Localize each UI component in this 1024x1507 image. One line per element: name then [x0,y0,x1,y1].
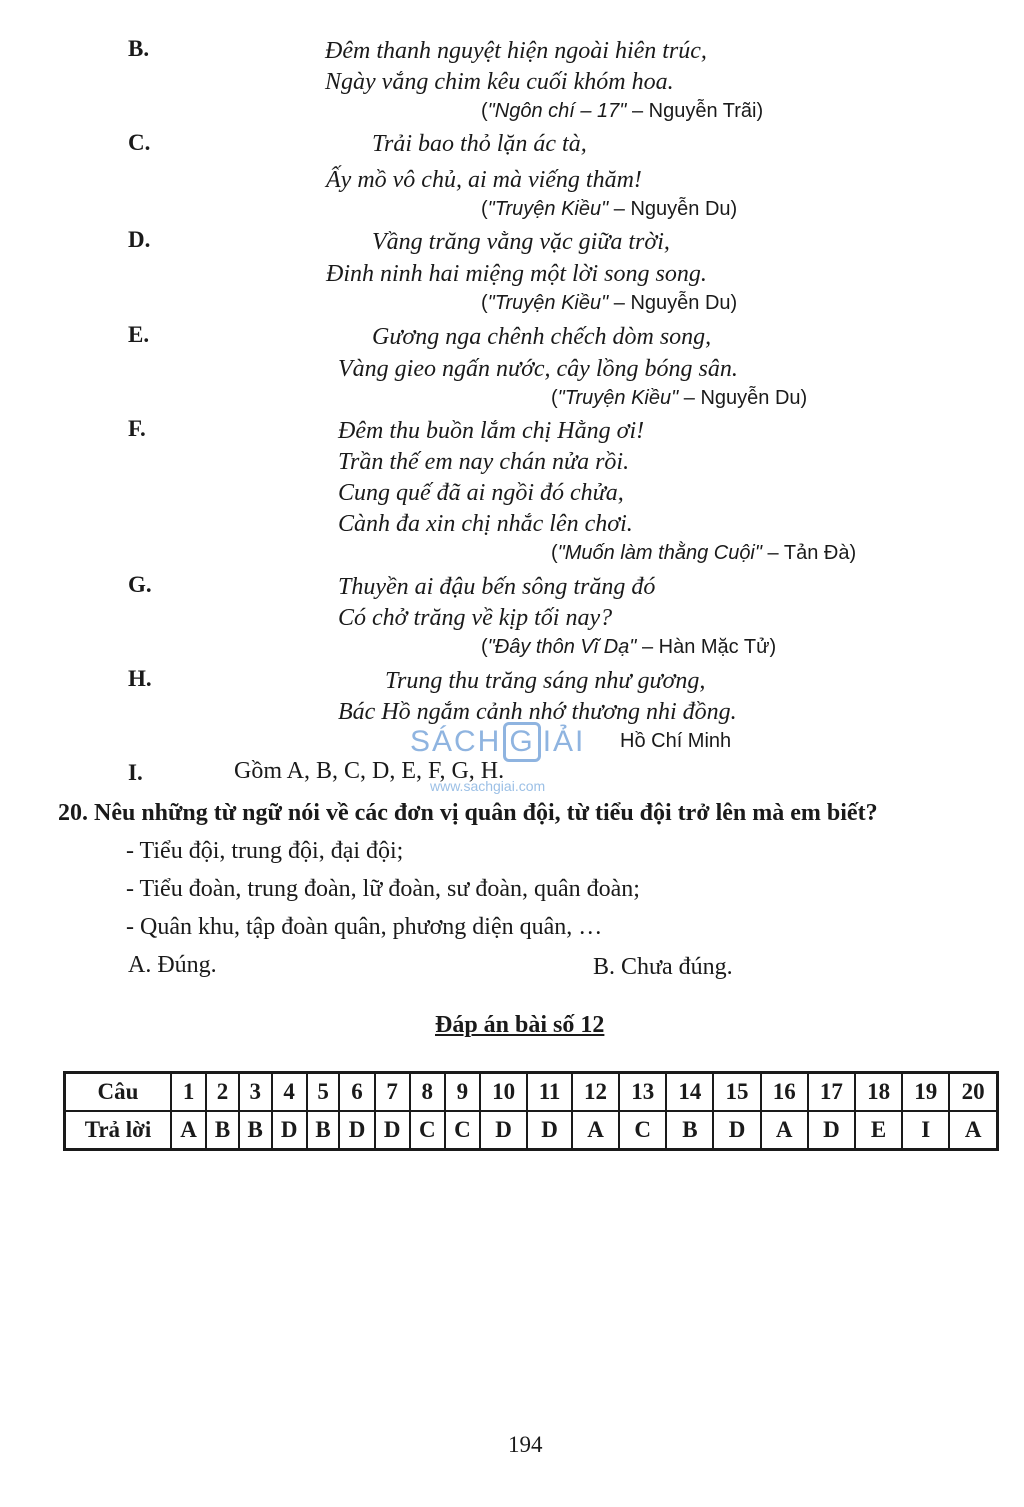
answer-cell: D [808,1111,855,1150]
question-number-cell: 3 [239,1073,272,1112]
poem-source: ("Truyện Kiều" – Nguyễn Du) [551,387,808,409]
answer-cell: A [171,1111,206,1150]
answer-cell: A [761,1111,808,1150]
answer-item: - Quân khu, tập đoàn quân, phương diện quân, … [126,914,603,940]
poem-line: Cành đa xin chị nhắc lên chơi. [338,511,633,537]
source-author: – Tản Đà) [761,542,857,564]
question-number-cell: 5 [307,1073,340,1112]
question-number-cell: 16 [761,1073,808,1112]
source-title: "Đây thôn Vĩ Dạ" [487,636,637,658]
source-title: "Muốn làm thằng Cuội" [557,542,762,564]
answer-cell: D [339,1111,374,1150]
poem-line: Ấy mồ vô chủ, ai mà viếng thăm! [326,167,642,193]
source-title: "Truyện Kiều" [487,198,609,220]
answer-cell: A [949,1111,997,1150]
poem-source: ("Truyện Kiều" – Nguyễn Du) [481,292,738,314]
answer-cell: D [375,1111,410,1150]
answer-cell: B [206,1111,239,1150]
poem-source: ("Ngôn chí – 17" – Nguyễn Trãi) [481,100,764,122]
question-number-cell: 13 [619,1073,666,1112]
source-author: – Nguyễn Du) [608,198,738,220]
option-b: B. Chưa đúng. [593,954,733,980]
option-i-text: Gồm A, B, C, D, E, F, G, H. [234,758,505,784]
poem-line: Bác Hồ ngắm cảnh nhớ thương nhi đồng. [338,699,737,725]
option-a: A. Đúng. [128,952,217,978]
answer-cell: I [902,1111,949,1150]
option-letter-c: C. [128,130,151,155]
question-number-cell: 14 [666,1073,713,1112]
question-20-prompt: 20. Nêu những từ ngữ nói về các đơn vị quân đội, từ tiểu đội trở lên mà em biết? [58,800,878,826]
source-author: – Hàn Mặc Tử) [636,636,777,658]
question-number-cell: 19 [902,1073,949,1112]
option-letter-i: I. [128,760,143,785]
watermark-text: SÁCH G IẢI [410,725,585,758]
question-number-cell: 17 [808,1073,855,1112]
page-number: 194 [508,1432,543,1457]
poem-line: Thuyền ai đậu bến sông trăng đó [338,574,656,600]
poem-line: Đêm thu buồn lắm chị Hằng ơi! [338,418,645,444]
poem-source: ("Đây thôn Vĩ Dạ" – Hàn Mặc Tử) [481,636,777,658]
answer-item: - Tiểu đội, trung đội, đại đội; [126,838,404,864]
question-number-cell: 6 [339,1073,374,1112]
question-number-row [65,1073,998,1112]
poem-source: ("Truyện Kiều" – Nguyễn Du) [481,198,738,220]
answer-cell: B [307,1111,340,1150]
answer-cell: D [272,1111,307,1150]
source-title: "Truyện Kiều" [557,387,679,409]
question-number-cell: 7 [375,1073,410,1112]
header-answer: Trả lời [65,1111,172,1150]
answer-cell: B [666,1111,713,1150]
source-author: – Nguyễn Du) [608,292,738,314]
question-number-cell: 10 [480,1073,527,1112]
poem-line: Đinh ninh hai miệng một lời song song. [326,261,707,287]
poem-line: Vầng trăng vằng vặc giữa trời, [372,229,670,255]
poem-line: Trải bao thỏ lặn ác tà, [372,131,587,157]
option-letter-g: G. [128,572,152,597]
option-letter-b: B. [128,36,150,61]
poem-line: Ngày vắng chim kêu cuối khóm hoa. [325,69,674,95]
option-letter-e: E. [128,322,150,347]
header-question: Câu [65,1073,172,1112]
question-number-cell: 8 [410,1073,445,1112]
source-title: "Ngôn chí – 17" [487,100,627,122]
poem-line: Đêm thanh nguyệt hiện ngoài hiên trúc, [325,38,707,64]
answer-cell: A [572,1111,619,1150]
question-number-cell: 18 [855,1073,902,1112]
question-number-cell: 2 [206,1073,239,1112]
answer-item: - Tiểu đoàn, trung đoàn, lữ đoàn, sư đoàn, quân đoàn; [126,876,640,902]
source-author: – Nguyễn Trãi) [626,100,764,122]
answer-cell: C [410,1111,445,1150]
poem-line: Có chở trăng về kịp tối nay? [338,605,613,631]
answer-cell: B [239,1111,272,1150]
answer-cell: C [619,1111,666,1150]
source-title: "Truyện Kiều" [487,292,609,314]
question-number-cell: 4 [272,1073,307,1112]
question-number-cell: 15 [713,1073,760,1112]
poem-line: Gương nga chênh chếch dòm song, [372,324,712,350]
source-author: Hồ Chí Minh [620,730,732,752]
question-number-cell: 11 [527,1073,572,1112]
answer-cell: D [527,1111,572,1150]
watermark-url: www.sachgiai.com [430,778,546,794]
question-number-cell: 12 [572,1073,619,1112]
poem-source: ("Muốn làm thằng Cuội" – Tản Đà) [551,542,857,564]
answer-cell: D [713,1111,760,1150]
poem-line: Vàng gieo ngấn nước, cây lồng bóng sân. [338,356,738,382]
answer-cell: E [855,1111,902,1150]
option-letter-f: F. [128,416,146,441]
poem-line: Cung quế đã ai ngồi đó chửa, [338,480,624,506]
question-number-cell: 9 [445,1073,480,1112]
answer-row [65,1111,998,1150]
question-number-cell: 1 [171,1073,206,1112]
question-number-cell: 20 [949,1073,997,1112]
answer-key-title: Đáp án bài số 12 [435,1012,605,1038]
answer-cell: C [445,1111,480,1150]
poem-line: Trung thu trăng sáng như gương, [385,668,706,694]
watermark-logo [410,722,586,794]
option-letter-h: H. [128,666,152,691]
poem-line: Trần thế em nay chán nửa rồi. [338,449,630,475]
answer-key-table [63,1071,999,1151]
option-letter-d: D. [128,227,151,252]
answer-cell: D [480,1111,527,1150]
source-author: – Nguyễn Du) [678,387,808,409]
poem-source [620,730,731,753]
